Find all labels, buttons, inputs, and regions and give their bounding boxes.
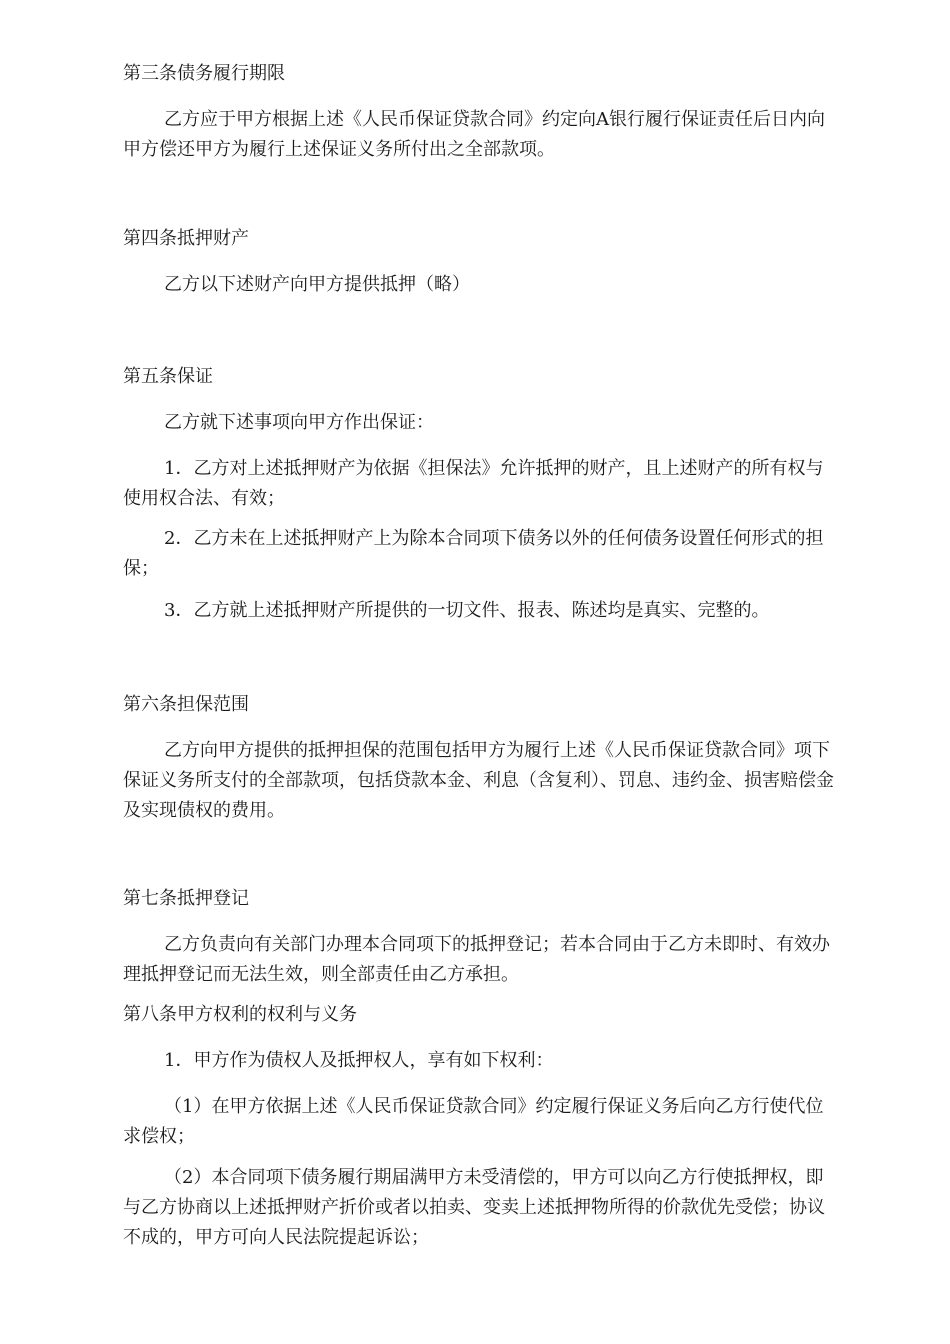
article-5-paragraph: 乙方就下述事项向甲方作出保证：	[164, 412, 434, 433]
article-3-paragraph: 乙方应于甲方根据上述《人民币保证贷款合同》约定向A银行履行保证责任后日内向甲方偿还甲方为履行上述保证义务所付出之全部款项。	[123, 109, 825, 160]
article-6-paragraph: 乙方向甲方提供的抵押担保的范围包括甲方为履行上述《人民币保证贷款合同》项下保证义务所支付的全部款项，包括贷款本金、利息（含复利）、罚息、违约金、损害赔偿金及实现债权的费用。	[123, 740, 834, 821]
article-5-heading: 第五条保证	[123, 366, 213, 387]
article-5-item-1: 1．乙方对上述抵押财产为依据《担保法》允许抵押的财产，且上述财产的所有权与使用权合法、有效；	[123, 458, 824, 509]
article-4-heading: 第四条抵押财产	[123, 228, 249, 249]
article-5-item-3: 3．乙方就上述抵押财产所提供的一切文件、报表、陈述均是真实、完整的。	[164, 600, 770, 621]
article-5-item-2: 2．乙方未在上述抵押财产上为除本合同项下债务以外的任何债务设置任何形式的担保；	[123, 528, 824, 579]
article-8-item-1: 1．甲方作为债权人及抵押权人，享有如下权利：	[164, 1050, 554, 1071]
article-6-heading: 第六条担保范围	[123, 694, 249, 715]
article-8-subitem-1: （1）在甲方依据上述《人民币保证贷款合同》约定履行保证义务后向乙方行使代位求偿权；	[123, 1096, 824, 1147]
article-8-heading: 第八条甲方权利的权利与义务	[123, 1004, 357, 1025]
article-3-heading: 第三条债务履行期限	[123, 63, 285, 84]
article-7-paragraph: 乙方负责向有关部门办理本合同项下的抵押登记；若本合同由于乙方未即时、有效办理抵押登记而无法生效，则全部责任由乙方承担。	[123, 934, 830, 985]
article-4-paragraph: 乙方以下述财产向甲方提供抵押（略）	[164, 274, 470, 295]
article-7-heading: 第七条抵押登记	[123, 888, 249, 909]
article-8-subitem-2: （2）本合同项下债务履行期届满甲方未受清偿的，甲方可以向乙方行使抵押权，即与乙方协商以上述抵押财产折价或者以拍卖、变卖上述抵押物所得的价款优先受偿；协议不成的，甲方可向人民法院提起诉讼；	[123, 1167, 825, 1248]
